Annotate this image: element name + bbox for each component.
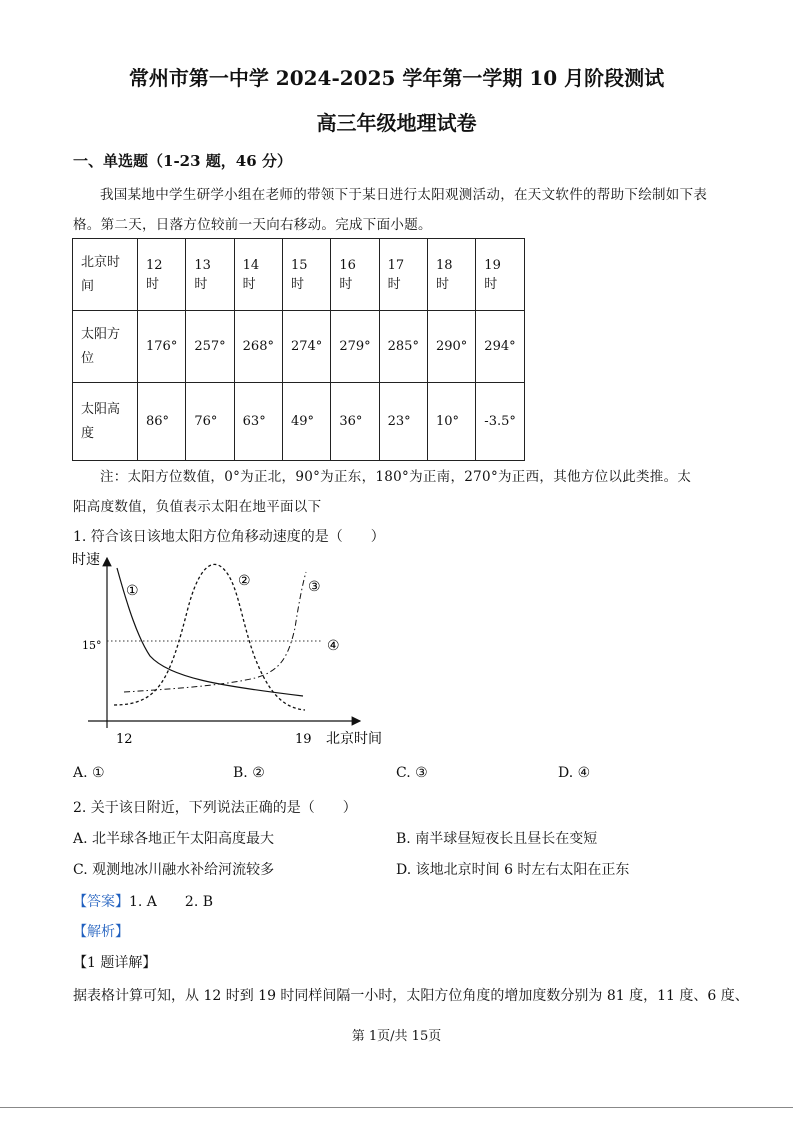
page-bottom-divider <box>0 1107 793 1108</box>
curve-2-line <box>114 564 305 710</box>
detail-line: 据表格计算可知，从 12 时到 19 时同样间隔一小时，太阳方位角度的增加度数分别为 81 度，11 度、6 度、 <box>73 988 749 1004</box>
q2-option-d: D. 该地北京时间 6 时左右太阳在正东 <box>396 862 630 878</box>
q1-option-a: A. ① <box>73 765 105 781</box>
time-cell: 18 时 <box>427 239 475 311</box>
curve-1-line <box>117 568 303 696</box>
azimuth-cell: 268° <box>234 311 282 383</box>
azimuth-cell: 279° <box>331 311 379 383</box>
note-line-1: 注：太阳方位数值，0°为正北，90°为正东，180°为正南，270°为正西，其他方位以此类推。太 <box>100 469 692 485</box>
row-header-azimuth: 太阳方位 <box>73 311 138 383</box>
title-line-1: 常州市第一中学 2024-2025 学年第一学期 10 月阶段测试 <box>128 66 665 90</box>
curve-2-label: ② <box>238 573 251 589</box>
q2-option-c: C. 观测地冰川融水补给河流较多 <box>73 862 275 878</box>
altitude-cell: 63° <box>234 383 282 461</box>
curve-3-label: ③ <box>308 579 321 595</box>
time-cell: 12 时 <box>138 239 186 311</box>
azimuth-cell: 294° <box>476 311 525 383</box>
azimuth-cell: 274° <box>282 311 330 383</box>
y-ref-label: 15° <box>82 639 102 652</box>
q1-option-b: B. ② <box>233 765 265 781</box>
altitude-cell: 10° <box>427 383 475 461</box>
table-row <box>73 239 525 311</box>
answer-text: 1. A 2. B <box>129 894 214 910</box>
table-row <box>73 383 525 461</box>
intro-line-1: 我国某地中学生研学小组在老师的带领下于某日进行太阳观测活动，在天文软件的帮助下绘制如下表 <box>100 187 708 203</box>
x-tick-end: 19 <box>295 732 312 747</box>
altitude-cell: 23° <box>379 383 427 461</box>
altitude-cell: 36° <box>331 383 379 461</box>
azimuth-cell: 257° <box>186 311 234 383</box>
x-axis-label: 北京时间 <box>326 731 382 747</box>
time-cell: 15 时 <box>282 239 330 311</box>
q1-option-d: D. ④ <box>558 765 591 781</box>
row-header-time: 北京时间 <box>73 239 138 311</box>
azimuth-speed-graph <box>70 548 390 750</box>
answer-line <box>73 891 213 911</box>
time-cell: 16 时 <box>331 239 379 311</box>
note-line-2: 阳高度数值，负值表示太阳在地平面以下 <box>73 499 322 515</box>
page-footer: 第 1页/共 15页 <box>351 1029 442 1044</box>
q2-stem: 2. 关于该日附近，下列说法正确的是（ ） <box>73 800 357 816</box>
curve-3-line <box>124 572 306 692</box>
curve-4-label: ④ <box>327 638 340 654</box>
detail-heading: 【1 题详解】 <box>73 955 157 971</box>
q2-option-a: A. 北半球各地正午太阳高度最大 <box>73 831 275 847</box>
sun-observation-table <box>72 238 525 461</box>
q2-option-b: B. 南半球昼短夜长且昼长在变短 <box>396 831 598 847</box>
intro-line-2: 格。第二天，日落方位较前一天向右移动。完成下面小题。 <box>73 217 432 233</box>
azimuth-cell: 290° <box>427 311 475 383</box>
title-line-2: 高三年级地理试卷 <box>316 111 477 135</box>
azimuth-cell: 285° <box>379 311 427 383</box>
y-axis-label: 时速 <box>72 552 100 568</box>
time-cell: 19 时 <box>476 239 525 311</box>
analysis-tag: 【解析】 <box>73 924 129 940</box>
azimuth-cell: 176° <box>138 311 186 383</box>
section-heading: 一、单选题（1-23 题，46 分） <box>73 152 292 170</box>
q1-option-c: C. ③ <box>396 765 428 781</box>
x-tick-start: 12 <box>116 732 133 747</box>
altitude-cell: 86° <box>138 383 186 461</box>
time-cell: 14 时 <box>234 239 282 311</box>
altitude-cell: 49° <box>282 383 330 461</box>
answer-tag: 【答案】 <box>73 894 129 910</box>
time-cell: 17 时 <box>379 239 427 311</box>
altitude-cell: 76° <box>186 383 234 461</box>
row-header-altitude: 太阳高度 <box>73 383 138 461</box>
curve-1-label: ① <box>126 583 139 599</box>
time-cell: 13 时 <box>186 239 234 311</box>
q1-stem: 1. 符合该日该地太阳方位角移动速度的是（ ） <box>73 529 385 545</box>
table-row <box>73 311 525 383</box>
altitude-cell: -3.5° <box>476 383 525 461</box>
